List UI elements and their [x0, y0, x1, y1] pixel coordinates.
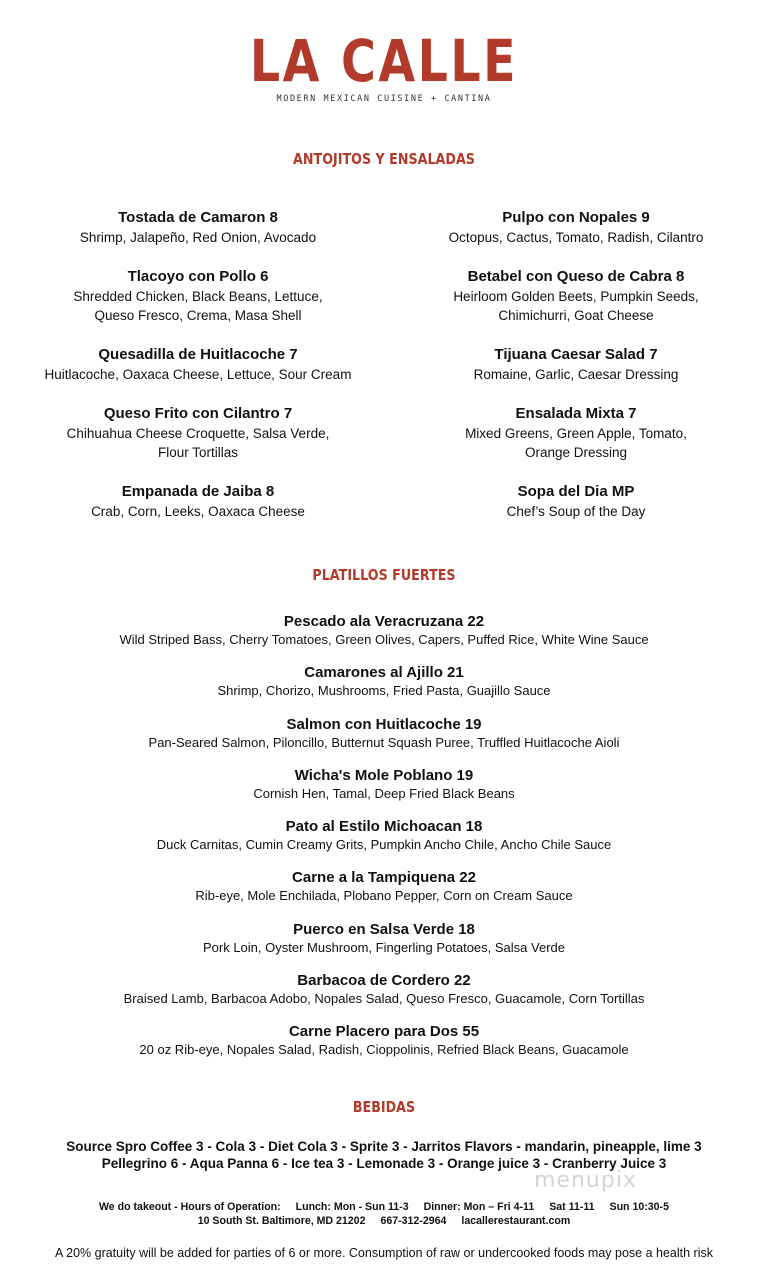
- section-title-platillos: PLATILLOS FUERTES: [312, 566, 456, 584]
- item-desc: Wild Striped Bass, Cherry Tomatoes, Green Olives, Capers, Puffed Rice, White Wine Sauce: [119, 632, 649, 647]
- item-desc: 20 oz Rib-eye, Nopales Salad, Radish, Cioppolinis, Refried Black Beans, Guacamole: [139, 1042, 629, 1058]
- disclaimer: A 20% gratuity will be added for parties of 6 or more. Consumption of raw or undercooked foods may pose a health risk: [55, 1246, 713, 1260]
- item-desc: Mixed Greens, Green Apple, Tomato,: [465, 426, 687, 441]
- hours-lunch: Lunch: Mon - Sun 11-3: [295, 1201, 409, 1213]
- item-name: Empanada de Jaiba 8: [121, 483, 275, 500]
- hours-sat: Sat 11-11: [549, 1201, 595, 1213]
- item-name: Sopa del Dia MP: [517, 483, 635, 500]
- brand-header: [0, 27, 768, 104]
- item-desc: Braised Lamb, Barbacoa Adobo, Nopales Salad, Queso Fresco, Guacamole, Corn Tortillas: [123, 991, 645, 1007]
- bebidas-line: Source Spro Coffee 3 - Cola 3 - Diet Cola 3 - Sprite 3 - Jarritos Flavors - mandarin, pineapple, lime 3: [66, 1139, 702, 1154]
- phone: 667-312-2964: [380, 1215, 447, 1227]
- section-title-bebidas: BEBIDAS: [352, 1098, 416, 1116]
- hours-line: [0, 1200, 768, 1214]
- menu-item: [0, 661, 768, 712]
- item-desc: Chef’s Soup of the Day: [506, 504, 646, 519]
- contact-line: [0, 1214, 768, 1228]
- item-name: Salmon con Huitlacoche 19: [286, 715, 482, 733]
- antojitos-right-column: [384, 208, 768, 521]
- logo: LA CALLE: [249, 27, 519, 95]
- menu-item: [0, 918, 768, 969]
- section-title-antojitos: ANTOJITOS Y ENSALADAS: [293, 150, 475, 168]
- watermark: menupix: [534, 1168, 637, 1193]
- menu-item: [0, 1020, 768, 1071]
- hours-intro: We do takeout - Hours of Operation:: [99, 1201, 281, 1213]
- menu-item: [384, 267, 768, 325]
- item-desc: Heirloom Golden Beets, Pumpkin Seeds,: [453, 289, 699, 304]
- item-name: Carne Placero para Dos 55: [288, 1023, 480, 1041]
- menu-item: [6, 208, 390, 247]
- item-name: Betabel con Queso de Cabra 8: [467, 268, 685, 285]
- menu-item: [0, 815, 768, 866]
- hours-dinner: Dinner: Mon – Fri 4-11: [423, 1201, 535, 1213]
- menu-item: [6, 267, 390, 325]
- item-desc: Shrimp, Chorizo, Mushrooms, Fried Pasta, Guajillo Sauce: [217, 683, 551, 699]
- bebidas-list: [0, 1138, 768, 1172]
- item-desc: Flour Tortillas: [157, 445, 239, 460]
- item-desc: Queso Fresco, Crema, Masa Shell: [94, 308, 302, 323]
- item-desc: Pan-Seared Salmon, Piloncillo, Butternut Squash Puree, Truffled Huitlacoche Aioli: [148, 734, 620, 750]
- item-name: Barbacoa de Cordero 22: [297, 972, 471, 990]
- menu-item: [6, 345, 390, 384]
- item-desc: Chimichurri, Goat Cheese: [498, 308, 654, 323]
- item-name: Pato al Estilo Michoacan 18: [285, 818, 483, 836]
- menu-item: [0, 610, 768, 661]
- menu-item: [6, 482, 390, 521]
- item-name: Quesadilla de Huitlacoche 7: [98, 346, 298, 363]
- bebidas-line: Pellegrino 6 - Aqua Panna 6 - Ice tea 3 - Lemonade 3 - Orange juice 3 - Cranberry Juice 3: [101, 1156, 667, 1171]
- item-name: Puerco en Salsa Verde 18: [293, 920, 475, 938]
- menu-item: [0, 764, 768, 815]
- item-desc: Shrimp, Jalapeño, Red Onion, Avocado: [79, 230, 317, 245]
- menu-item: [384, 482, 768, 521]
- address: 10 South St. Baltimore, MD 21202: [197, 1215, 366, 1227]
- tagline: MODERN MEXICAN CUISINE + CANTINA: [276, 94, 492, 104]
- item-desc: Octopus, Cactus, Tomato, Radish, Cilantro: [448, 230, 704, 245]
- menu-item: [0, 713, 768, 764]
- item-name: Wicha's Mole Poblano 19: [294, 766, 474, 784]
- platillos-list: [0, 610, 768, 1072]
- item-desc: Cornish Hen, Tamal, Deep Fried Black Beans: [253, 785, 515, 801]
- item-desc: Chihuahua Cheese Croquette, Salsa Verde,: [66, 426, 330, 441]
- hours-sun: Sun 10:30-5: [609, 1201, 669, 1213]
- website-link[interactable]: lacallerestaurant.com: [461, 1215, 571, 1227]
- menu-item: [384, 404, 768, 462]
- item-desc: Shredded Chicken, Black Beans, Lettuce,: [73, 289, 323, 304]
- item-name: Camarones al Ajillo 21: [304, 664, 464, 682]
- item-name: Tlacoyo con Pollo 6: [127, 268, 269, 285]
- item-desc: Rib-eye, Mole Enchilada, Plobano Pepper, Corn on Cream Sauce: [195, 888, 573, 904]
- item-name: Tostada de Camaron 8: [118, 209, 278, 226]
- item-name: Carne a la Tampiquena 22: [292, 869, 476, 887]
- menu-item: [0, 969, 768, 1020]
- item-desc: Huitlacoche, Oaxaca Cheese, Lettuce, Sour Cream: [44, 367, 352, 382]
- antojitos-left-column: [6, 208, 390, 521]
- item-name: Tijuana Caesar Salad 7: [494, 346, 658, 363]
- menu-item: [6, 404, 390, 462]
- item-name: Ensalada Mixta 7: [515, 405, 637, 422]
- item-name: Pescado ala Veracruzana 22: [283, 613, 485, 630]
- item-name: Queso Frito con Cilantro 7: [103, 405, 293, 422]
- menu-item: [384, 208, 768, 247]
- item-desc: Pork Loin, Oyster Mushroom, Fingerling Potatoes, Salsa Verde: [202, 939, 565, 955]
- item-desc: Romaine, Garlic, Caesar Dressing: [473, 367, 679, 382]
- menu-item: [384, 345, 768, 384]
- item-name: Pulpo con Nopales 9: [502, 209, 650, 226]
- item-desc: Crab, Corn, Leeks, Oaxaca Cheese: [91, 504, 305, 519]
- item-desc: Duck Carnitas, Cumin Creamy Grits, Pumpkin Ancho Chile, Ancho Chile Sauce: [156, 837, 612, 853]
- menu-item: [0, 866, 768, 917]
- item-desc: Orange Dressing: [524, 445, 628, 460]
- footer: [0, 1200, 768, 1228]
